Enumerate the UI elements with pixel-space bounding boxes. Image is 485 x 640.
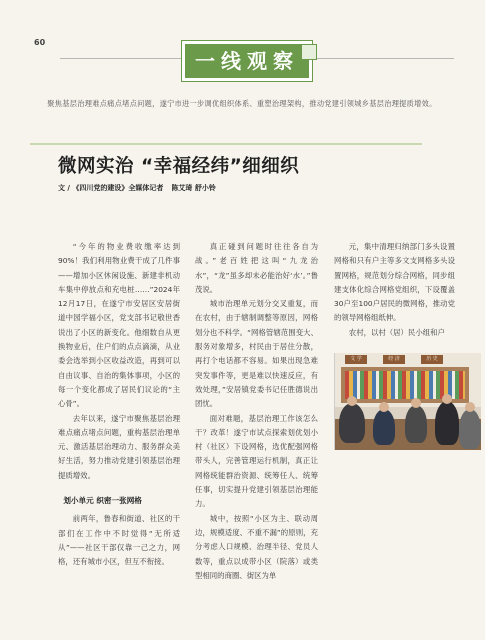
person-figure [405,405,427,443]
shelf-sign: 经 济 [383,355,405,364]
text-column-2 [195,240,318,583]
person-figure [435,401,459,445]
abstract-divider [30,143,422,145]
shelf-sign: 文 学 [345,355,367,364]
paragraph: 城中，按照“小区为主、联动周边，规模适度、不重不漏”的原则，充分考虑人口规模、治理半径、党员人数等，重点以成带小区（院落）或类型相同的商圈、街区为单 [195,513,318,580]
page-number: 60 [34,38,46,47]
column-badge: 一线观察 [182,41,312,81]
paragraph: 真正碰到问题时往往各自为战。”老百姓把这叫“九龙治水”，“龙”虽多却未必能治好‘水’。”鲁茂说。 [195,242,318,294]
person-figure [459,409,481,449]
paragraph: 面对难题，基层治理工作该怎么干？改革！遂宁市试点探索划优划小村（社区）下设网格，选优配强网格带头人，完善管理运行机制，真正让网格统能群治资源、统筹任人、统筹任事，切实提升党建引领基层治理能力。 [195,413,318,509]
text-column-3 [334,240,455,340]
person-figure [373,409,395,445]
seal-icon [301,44,317,60]
byline-source: 文 / 《四川党的建设》全媒体记者 [58,184,164,192]
paragraph: 农村，以村（居）民小组和户 [348,327,445,337]
article-headline: 微网实治 “幸福经纬”细细织 [58,156,300,177]
paragraph: 去年以来，遂宁市聚焦基层治理难点痛点堵点问题，重构基层治理单元、激活基层治理动力、服务群众美好生活，努力推动党建引领基层治理提质增效。 [58,413,180,480]
shelf-sign: 历 史 [421,355,443,364]
section-subheading: 划小单元 织密一张网格 [63,496,142,506]
meeting-photo [334,353,481,450]
paragraph: 元，集中清理归纳部门多头设置网格和只有户主等多文支网格多头设置网格，规范划分综合网格，同步组建支体化综合网格党组织，下设覆盖30户至100户居民的微网格，推动党的领导网格组纸伸。 [334,242,455,323]
person-figure [339,403,365,443]
byline [58,183,216,193]
paragraph: “今年的物业费收缴率达到90%！我们利用物业费干成了几件事——增加小区休闲设施、新建非机动车集中停放点和充电桩……”2024年12月17日，在遂宁市安居区安居街道中园学福小区，党支部书记敬世香说出了小区的新变化。他细数自从更换物业后，住户们的点点滴滴，从业委会选举到小区收益改造，再到可以自由议事、自治的集体事项，小区的每一个变化都成了居民们议论的“主心骨”。 [58,242,180,409]
paragraph: 城市治理单元划分交叉重复，而在农村，由于辖制调整等原因，网格划分也不科学。“网格管辖范围变大、服务对象增多，村民由于居住分散，再打个电话都不容易。如果出现急难突发事件等，更是难以快速反应，有效处理，”安居镇党委书记任胜德说出团忧。 [195,299,318,409]
byline-authors: 陈艾琦 舒小铃 [171,184,216,192]
text-column-1 [58,240,180,570]
abstract: 聚焦基层治理难点痛点堵点问题，遂宁市进一步调优组织体系、重塑治理架构，推动党建引领城乡基层治理提质增效。 [47,99,437,108]
paragraph: 前两年，鲁春和街道、社区的干部们在工作中不时觉得“无所适从”——社区干部仅靠一己之力，网格，还有城市小区，但互不衔接。 [58,514,180,567]
